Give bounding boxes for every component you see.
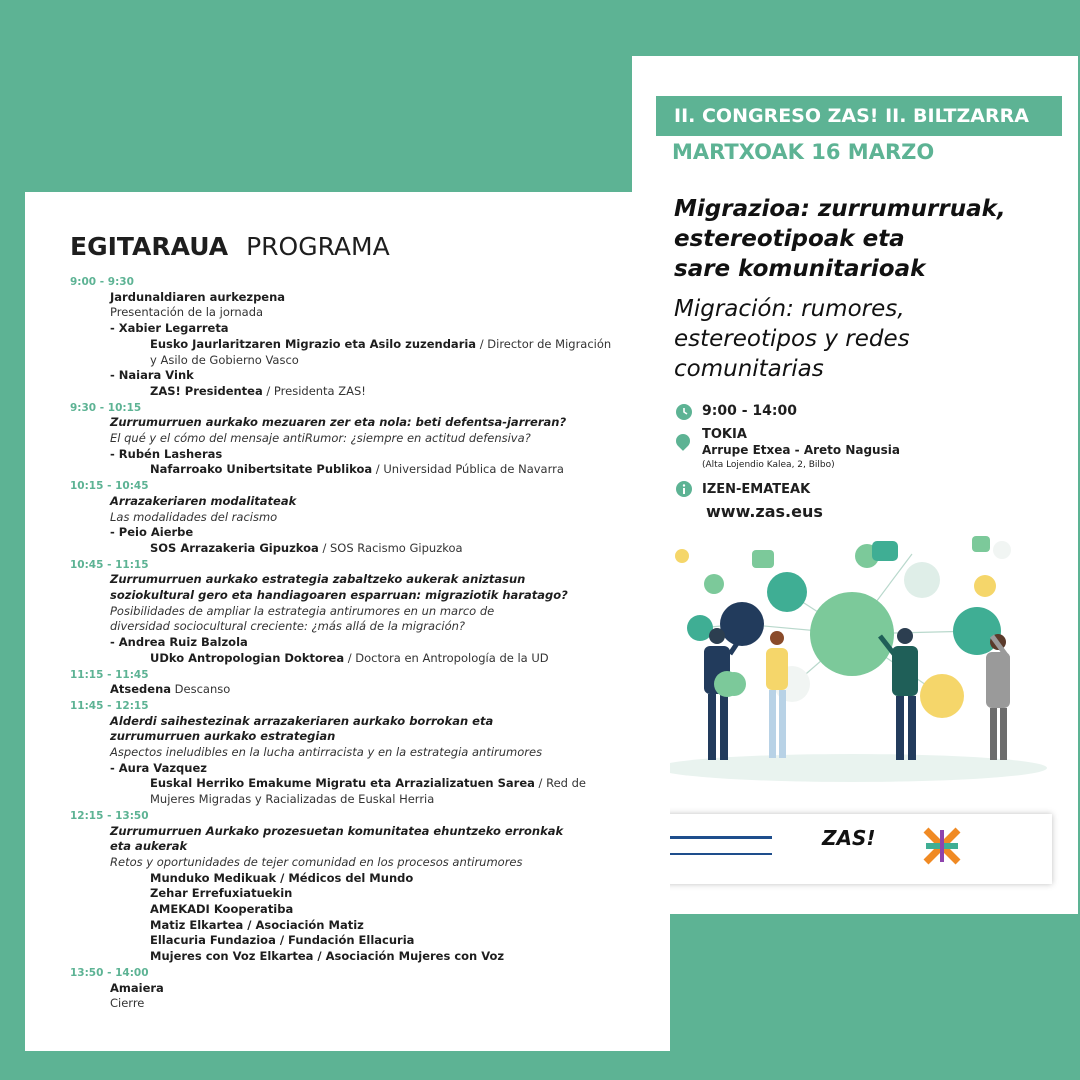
line-text: - Naiara Vink (110, 368, 194, 383)
schedule-line (110, 525, 193, 540)
title-line: Migrazioa: zurrumurruak, (674, 196, 1006, 222)
line-text: y Asilo de Gobierno Vasco (150, 352, 299, 367)
schedule-time (70, 698, 149, 714)
title-line: estereotipoak eta (674, 226, 905, 252)
line-text: Amaiera (110, 980, 164, 995)
line-text: diversidad sociocultural creciente: ¿más allá de la migración? (110, 619, 466, 634)
time-range: 10:15 - 10:45 (70, 480, 149, 493)
line-text: Mujeres Migradas y Racializadas de Euskal Herria (150, 792, 435, 807)
line-text: soziokultural gero eta handiagoaren esparruan: migraziotik haratago? (110, 588, 568, 602)
person-figure (986, 634, 1010, 760)
schedule-line (110, 321, 229, 336)
schedule-line (110, 824, 563, 839)
event-date: MARTXOAK 16 MARZO (672, 140, 935, 164)
schedule-line (110, 431, 531, 446)
schedule-line (150, 886, 292, 901)
schedule-time (70, 274, 134, 290)
schedule-line (150, 337, 611, 352)
event-time: 9:00 - 14:00 (702, 403, 797, 419)
line-text: - Rubén Lasheras (110, 446, 223, 461)
location-pin-icon (673, 431, 693, 451)
social-pact-logo (922, 826, 962, 866)
schedule-line (150, 933, 414, 948)
line-text: - Xabier Legarreta (110, 321, 229, 336)
location-label: TOKIA (702, 427, 747, 442)
line-text: Cierre (110, 996, 145, 1011)
location-name: Arrupe Etxea - Areto Nagusia (702, 443, 900, 457)
line-text: Presentación de la jornada (110, 305, 264, 320)
line-text: AMEKADI Kooperatiba (150, 902, 294, 916)
schedule-line (150, 776, 586, 791)
line-text: Matiz Elkartea / Asociación Matiz (150, 917, 364, 932)
schedule-time (70, 478, 149, 494)
location-address: (Alta Lojendio Kalea, 2, Bilbo) (702, 460, 835, 470)
schedule-line (110, 494, 296, 509)
info-icon (676, 481, 692, 497)
line-text: El qué y el cómo del mensaje antiRumor: ¿siempre en actitud defensiva? (110, 431, 531, 445)
website-link[interactable]: www.zas.eus (706, 502, 823, 521)
schedule-line (110, 981, 164, 996)
person-figure (766, 631, 788, 758)
line-text: UDko Antropologian Doktorea (150, 650, 345, 665)
congress-banner: II. CONGRESO ZAS! II. BILTZARRA (656, 96, 1062, 136)
schedule-line (110, 305, 263, 320)
line-text: Eusko Jaurlaritzaren Migrazio eta Asilo zuzendaria (150, 336, 477, 351)
schedule-line (110, 604, 494, 619)
line-text: - Andrea Ruiz Balzola (110, 635, 248, 650)
schedule-time (70, 557, 149, 573)
registration-label: IZEN-EMATEAK (702, 482, 811, 497)
schedule-line (150, 949, 504, 964)
line-translation: / Doctora en Antropología de la UD (344, 650, 549, 665)
program-heading (70, 232, 390, 261)
program-title-spanish: PROGRAMA (246, 232, 390, 261)
line-text: Posibilidades de ampliar la estrategia antirumores en un marco de (110, 603, 495, 618)
time-range: 12:15 - 13:50 (70, 809, 149, 822)
line-translation: / Presidenta ZAS! (262, 383, 366, 398)
line-text: eta aukerak (110, 839, 188, 854)
line-text: Zehar Errefuxiatuekin (150, 886, 293, 901)
schedule-line (150, 353, 299, 368)
schedule-time (70, 808, 149, 824)
title-line: sare komunitarioak (674, 256, 926, 282)
schedule-line (150, 462, 564, 477)
line-text: Zurrumurruen aurkako estrategia zabaltzeko aukerak aniztasun (110, 572, 526, 587)
schedule-line (110, 588, 568, 603)
line-text: SOS Arrazakeria Gipuzkoa (150, 540, 319, 555)
schedule-line (150, 384, 366, 399)
schedule-line (150, 871, 413, 886)
line-text: Mujeres con Voz Elkartea / Asociación Mujeres con Voz (150, 949, 505, 964)
schedule-line (110, 729, 335, 744)
line-translation: Descanso (171, 682, 231, 697)
line-text: zurrumurruen aurkako estrategian (110, 729, 336, 744)
people-network-illustration (642, 536, 1062, 806)
schedule-line (150, 651, 549, 666)
time-range: 9:00 - 9:30 (70, 276, 134, 288)
line-text: Zurrumurruen Aurkako prozesuetan komunitatea ehuntzeko erronkak (110, 823, 564, 838)
line-text: Atsedena (110, 682, 172, 697)
line-translation: / Universidad Pública de Navarra (372, 462, 564, 477)
schedule-line (150, 902, 293, 917)
line-text: Retos y oportunidades de tejer comunidad en los procesos antirumores (110, 854, 523, 869)
line-translation: / Red de (534, 776, 586, 791)
clock-icon (676, 404, 692, 420)
line-text: ZAS! Presidentea (150, 383, 263, 398)
event-poster (632, 56, 1078, 914)
schedule-line (110, 839, 187, 854)
schedule-line (150, 792, 434, 807)
line-text: Ellacuria Fundazioa / Fundación Ellacuria (150, 933, 415, 948)
basque-government-logo (652, 836, 772, 855)
title-line: Migración: rumores, (674, 296, 905, 322)
schedule-line (110, 572, 525, 587)
line-translation: / Director de Migración (476, 336, 612, 351)
schedule-time (70, 667, 149, 683)
line-text: - Peio Aierbe (110, 525, 194, 540)
schedule-line (110, 761, 207, 776)
poster-title-basque (674, 194, 1054, 284)
program-card (25, 192, 670, 1051)
schedule-line (110, 682, 230, 697)
line-text: Arrazakeriaren modalitateak (110, 493, 297, 508)
time-range: 11:15 - 11:45 (70, 668, 149, 681)
schedule-line (110, 635, 248, 650)
line-text: Alderdi saihestezinak arrazakeriaren aurkako borrokan eta (110, 713, 494, 728)
schedule-line (110, 619, 465, 634)
line-text: Munduko Medikuak / Médicos del Mundo (150, 870, 414, 885)
schedule-line (110, 447, 222, 462)
line-text: Nafarroako Unibertsitate Publikoa (150, 462, 373, 477)
zas-logo: ZAS! (822, 826, 876, 850)
line-text: Jardunaldiaren aurkezpena (110, 289, 286, 304)
program-title-basque: EGITARAUA (70, 232, 229, 261)
line-translation: / SOS Racismo Gipuzkoa (318, 540, 463, 555)
line-text: Euskal Herriko Emakume Migratu eta Arrazializatuen Sarea (150, 776, 535, 791)
schedule-line (150, 918, 364, 933)
schedule-line (110, 368, 194, 383)
time-range: 11:45 - 12:15 (70, 699, 149, 712)
title-line: comunitarias (674, 356, 824, 382)
schedule-line (110, 290, 285, 305)
time-range: 9:30 - 10:15 (70, 401, 142, 414)
schedule-time (70, 965, 149, 981)
line-text: - Aura Vazquez (110, 760, 207, 775)
time-range: 13:50 - 14:00 (70, 966, 149, 979)
schedule-line (110, 714, 493, 729)
schedule-time (70, 400, 141, 416)
schedule-line (110, 415, 566, 430)
time-range: 10:45 - 11:15 (70, 558, 149, 571)
poster-title-spanish (674, 294, 1054, 384)
schedule-line (110, 745, 542, 760)
schedule-line (110, 855, 523, 870)
line-text: Zurrumurruen aurkako mezuaren zer eta nola: beti defentsa-jarreran? (110, 415, 567, 430)
sponsor-logos (632, 814, 1052, 884)
line-text: Aspectos ineludibles en la lucha antirracista y en la estrategia antirumores (110, 745, 543, 759)
line-text: Las modalidades del racismo (110, 509, 278, 524)
schedule-line (110, 996, 144, 1011)
schedule-line (150, 541, 463, 556)
schedule-line (110, 510, 277, 525)
title-line: estereotipos y redes (674, 326, 910, 352)
